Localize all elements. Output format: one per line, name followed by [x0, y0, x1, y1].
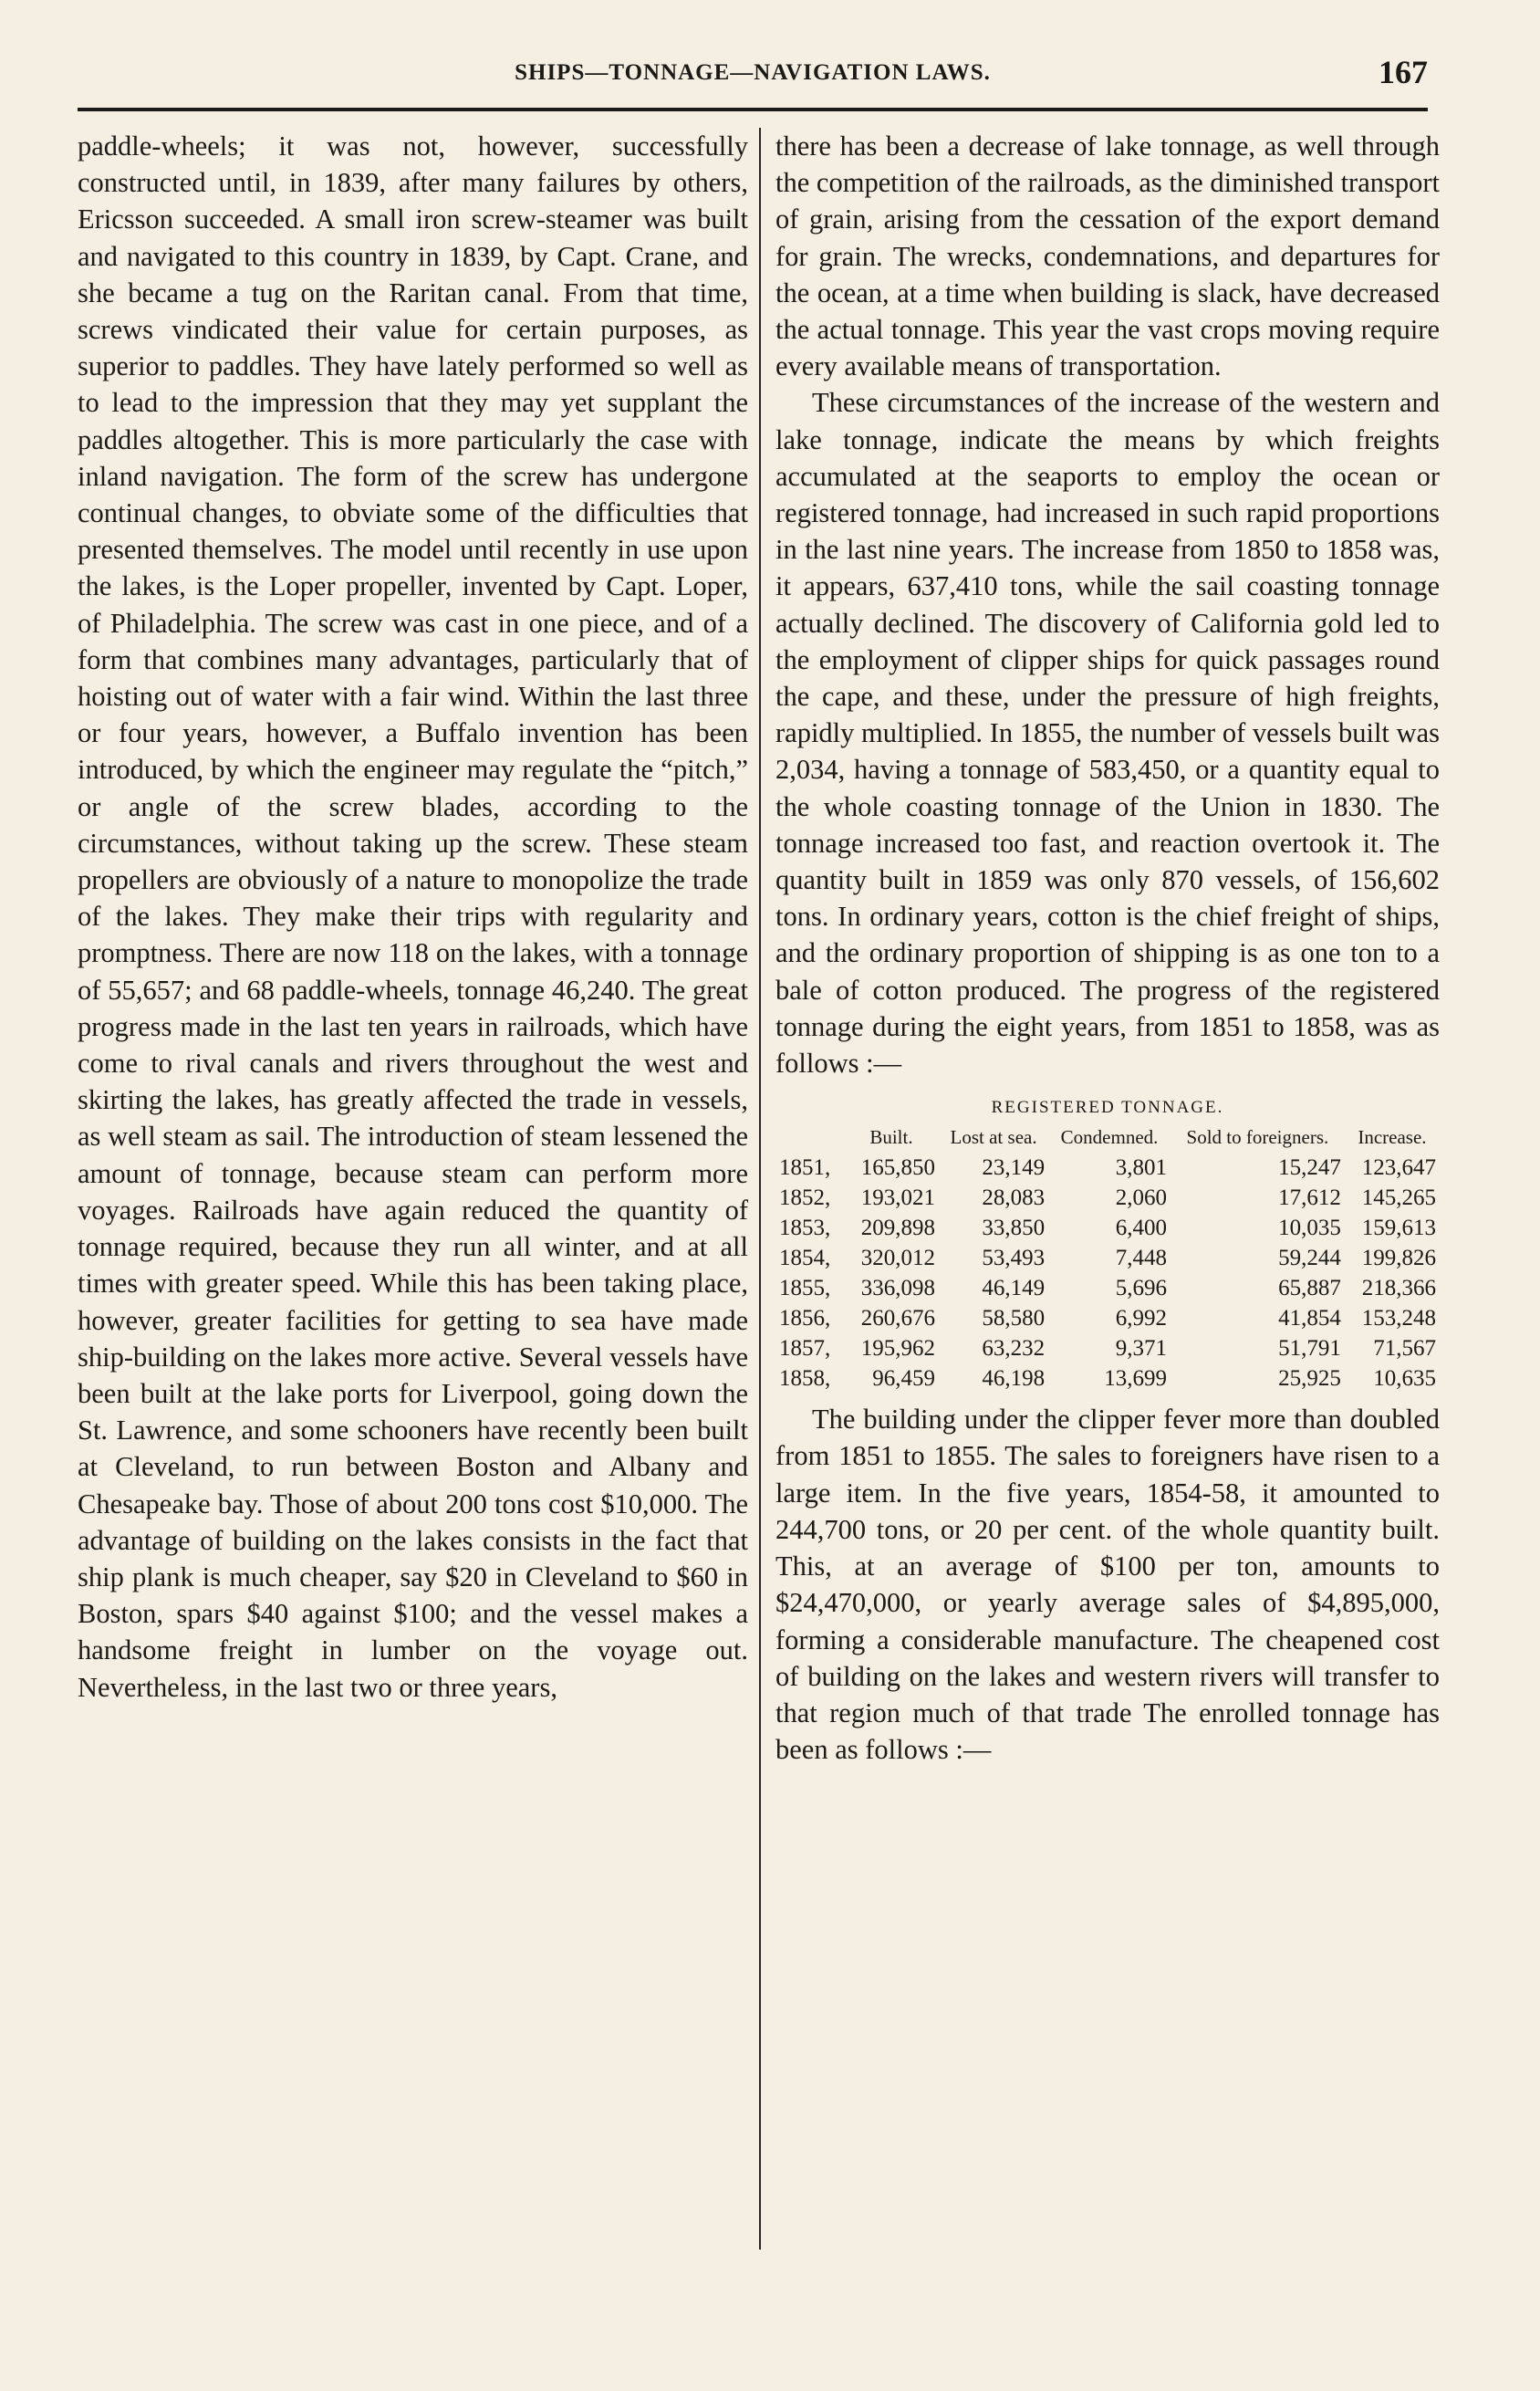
cell-built: 165,850 [860, 1155, 935, 1181]
cell-lost: 46,198 [982, 1366, 1046, 1392]
table-row [775, 1153, 1440, 1183]
col-header-condemned: Condemned. [1060, 1126, 1159, 1149]
right-paragraph-3: The building under the clipper fever more than doubled from 1851 to 1855. The sales to foreigners have risen to a large item. In the five years, 1854-58, it amounted to 244,700 tons, or 20 per cent. of the whole quantity built. This, at an average of $100 per ton, amounts to $24,470,000, or yearly average sales of $4,895,000, forming a considerable manufacture. The cheapened cost of building on the lakes and western rivers will transfer to that region much of that trade The enrolled tonnage has been as follows :— [775, 1404, 1440, 1766]
table-row [775, 1303, 1440, 1333]
cell-sold: 10,035 [1278, 1216, 1341, 1241]
cell-year: 1852, [779, 1185, 831, 1211]
cell-condemned: 5,696 [1115, 1276, 1167, 1301]
col-header-sold: Sold to foreigners. [1186, 1126, 1329, 1149]
cell-lost: 33,850 [982, 1216, 1046, 1241]
cell-condemned: 13,699 [1104, 1366, 1167, 1392]
cell-year: 1858, [779, 1366, 831, 1392]
cell-built: 336,098 [860, 1276, 935, 1301]
cell-lost: 53,493 [982, 1246, 1046, 1271]
cell-year: 1851, [779, 1155, 831, 1181]
cell-year: 1855, [779, 1276, 831, 1301]
cell-condemned: 2,060 [1115, 1185, 1167, 1211]
cell-increase: 145,265 [1361, 1185, 1436, 1211]
table-row [775, 1273, 1440, 1303]
cell-year: 1857, [779, 1336, 831, 1362]
cell-built: 209,898 [860, 1216, 935, 1241]
cell-increase: 199,826 [1361, 1246, 1436, 1271]
cell-built: 193,021 [860, 1185, 935, 1211]
cell-increase: 218,366 [1361, 1276, 1436, 1301]
header-rule [78, 108, 1428, 111]
table-row [775, 1213, 1440, 1243]
running-head: SHIPS—TONNAGE—NAVIGATION LAWS. [515, 60, 991, 85]
cell-increase: 10,635 [1373, 1366, 1436, 1392]
cell-built: 320,012 [860, 1246, 935, 1271]
cell-sold: 51,791 [1278, 1336, 1341, 1362]
page-header [78, 53, 1428, 99]
cell-sold: 65,887 [1278, 1276, 1341, 1301]
cell-lost: 63,232 [982, 1336, 1046, 1362]
left-column [78, 128, 748, 1706]
right-paragraph-2: These circumstances of the increase of the western and lake tonnage, indicate the means by which freights accumulated at the seaports to employ the ocean or registered tonnage, had increased in such rapid proportions in the last nine years. The increase from 1850 to 1858 was, it appears, 637,410 tons, while the sail coasting tonnage actually declined. The discovery of California gold led to the employment of clipper ships for quick passages round the cape, and these, under the pressure of high freights, rapidly multiplied. In 1855, the number of vessels built was 2,034, having a tonnage of 583,450, or a quantity equal to the whole coasting tonnage of the Union in 1830. The tonnage increased too fast, and reaction overtook it. The quantity built in 1859 was only 870 vessels, of 156,602 tons. In ordinary years, cotton is the chief freight of ships, and the ordinary proportion of shipping is as one ton to a bale of cotton produced. The progress of the registered tonnage during the eight years, from 1851 to 1858, was as follows :— [775, 387, 1440, 1080]
cell-sold: 41,854 [1278, 1306, 1341, 1331]
cell-sold: 59,244 [1278, 1246, 1341, 1271]
cell-year: 1856, [779, 1306, 831, 1331]
cell-sold: 17,612 [1278, 1185, 1341, 1211]
cell-increase: 159,613 [1361, 1216, 1436, 1241]
cell-built: 195,962 [860, 1336, 935, 1362]
cell-increase: 71,567 [1373, 1336, 1436, 1362]
table-row [775, 1363, 1440, 1394]
registered-tonnage-table [775, 1127, 1440, 1394]
cell-lost: 23,149 [982, 1155, 1046, 1181]
cell-built: 260,676 [860, 1306, 935, 1331]
table-header-row [775, 1127, 1440, 1153]
cell-sold: 15,247 [1278, 1155, 1341, 1181]
cell-increase: 123,647 [1361, 1155, 1436, 1181]
right-paragraph-1: there has been a decrease of lake tonnage, as well through the competition of the railroads, as the diminished transport of grain, arising from the cessation of the export demand for grain. The wrecks, condemnations, and departures for the ocean, at a time when building is slack, have decreased the actual tonnage. This year the vast crops moving require every available means of transportation. [775, 131, 1440, 382]
table-title: REGISTERED TONNAGE. [991, 1098, 1224, 1118]
cell-condemned: 3,801 [1115, 1155, 1167, 1181]
column-divider [759, 128, 761, 2250]
cell-condemned: 6,400 [1115, 1216, 1167, 1241]
cell-increase: 153,248 [1361, 1306, 1436, 1331]
left-paragraph-1: paddle-wheels; it was not, however, successfully constructed until, in 1839, after many failures by others, Ericsson succeeded. A small iron screw-steamer was built and navigated to this country in 1839, by Capt. Crane, and she became a tug on the Raritan canal. From that time, screws vindicated their value for certain purposes, as superior to paddles. They have lately performed so well as to lead to the impression that they may yet supplant the paddles altogether. This is more particularly the case with inland navigation. The form of the screw has undergone continual changes, to obviate some of the difficulties that presented themselves. The model until recently in use upon the lakes, is the Loper propeller, invented by Capt. Loper, of Philadelphia. The screw was cast in one piece, and of a form that combines many advantages, particularly that of hoisting out of water with a fair wind. Within the last three or four years, however, a Buffalo invention has been introduced, by which the engineer may regulate the “pitch,” or angle of the screw blades, according to the circumstances, without taking up the screw. These steam propellers are obviously of a nature to monopolize the trade of the lakes. They make their trips with regularity and promptness. There are now 118 on the lakes, with a tonnage of 55,657; and 68 paddle-wheels, tonnage 46,240. The great progress made in the last ten years in railroads, which have come to rival canals and rivers throughout the west and skirting the lakes, has greatly affected the trade in vessels, as well steam as sail. The introduction of steam lessened the amount of tonnage, because steam can perform more voyages. Railroads have again reduced the quantity of tonnage required, because they run all winter, and at all times with greater speed. While this has been taking place, however, greater facilities for getting to sea have made ship-building on the lakes more active. Several vessels have been built at the lake ports for Liverpool, going down the St. Lawrence, and some schooners have recently been built at Cleveland, to run between Boston and Albany and Chesapeake bay. Those of about 200 tons cost $10,000. The advantage of building on the lakes consists in the fact that ship plank is much cheaper, say $20 in Cleveland to $60 in Boston, spars $40 against $100; and the vessel makes a handsome freight in lumber on the voyage out. Nevertheless, in the last two or three years, [78, 131, 748, 1703]
table-row [775, 1333, 1440, 1363]
table-row [775, 1243, 1440, 1273]
col-header-lost: Lost at sea. [950, 1126, 1037, 1149]
cell-condemned: 7,448 [1115, 1246, 1167, 1271]
cell-lost: 28,083 [982, 1185, 1046, 1211]
cell-built: 96,459 [872, 1366, 935, 1392]
page-number: 167 [1379, 54, 1428, 90]
cell-year: 1854, [779, 1246, 831, 1271]
table-row [775, 1183, 1440, 1213]
cell-lost: 58,580 [982, 1306, 1046, 1331]
cell-lost: 46,149 [982, 1276, 1046, 1301]
cell-sold: 25,925 [1278, 1366, 1341, 1392]
cell-condemned: 9,371 [1115, 1336, 1167, 1362]
col-header-year [775, 1127, 844, 1153]
cell-condemned: 6,992 [1115, 1306, 1167, 1331]
cell-year: 1853, [779, 1216, 831, 1241]
col-header-increase: Increase. [1358, 1126, 1427, 1149]
col-header-built: Built. [869, 1126, 913, 1149]
right-column [775, 128, 1440, 1768]
